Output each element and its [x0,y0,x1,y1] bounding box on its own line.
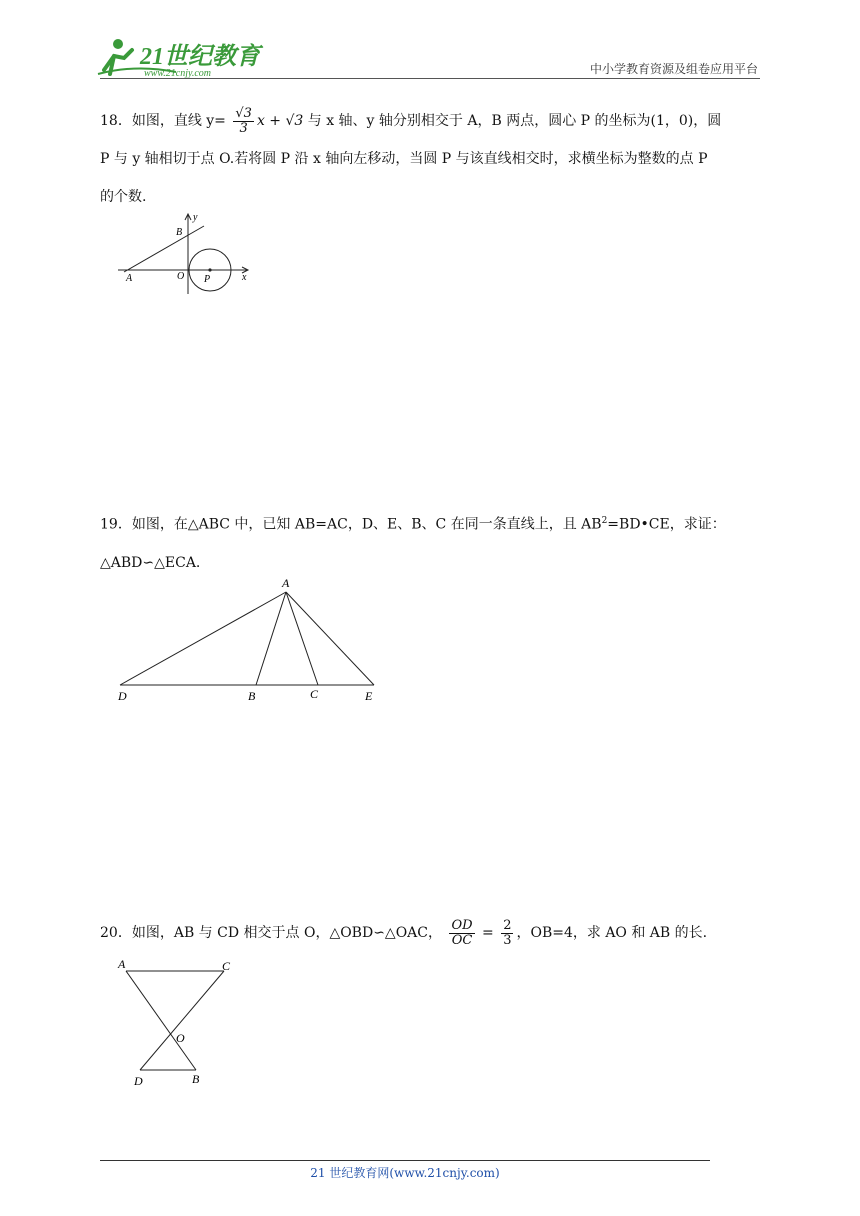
runner-logo-icon [96,34,266,82]
question-20 [100,914,770,952]
q18-line3: 的个数. [100,189,147,205]
q19-line1 [100,502,770,544]
q20-figure [112,954,242,1090]
q18-frac-den: 3 [239,120,248,136]
q19-text-1: 如图，在△ABC 中，已知 AB=AC，D、E、B、C 在同一条直线上，且 AB [131,516,602,533]
segment-ab [126,971,196,1070]
label-x: x [242,272,247,283]
label-e: E [365,689,373,703]
platform-name: 中小学教育资源及组卷应用平台 [589,62,758,76]
q18-number: 18． [100,113,132,129]
logo-subtext: www.21cnjy.com [144,68,212,79]
label-d: D [118,689,127,703]
label-b: B [248,689,256,703]
q18-fraction [233,107,254,136]
label-d: D [134,1074,143,1088]
label-a: A [282,576,290,590]
label-c: C [310,687,319,701]
q20-frac-num: OD [451,917,473,933]
label-b: B [176,227,183,238]
q19-superscript: 2 [601,516,608,526]
label-c: C [222,959,231,973]
q20-frac2-den: 3 [503,932,512,948]
q18-line2: P 与 y 轴相切于点 O.若将圆 P 沿 x 轴向左移动，当圆 P 与该直线相交时，求横坐标为整数的点 P [100,151,708,167]
segment-ac [286,592,318,685]
q19-line2: △ABD∽△ECA. [100,554,201,571]
question-18 [100,102,770,216]
q20-frac2-num: 2 [503,917,512,933]
label-y: y [193,212,198,223]
q18-text-2: 与 x 轴、y 轴分别相交于 A，B 两点，圆心 P 的坐标为(1，0)，圆 [307,113,722,129]
header-divider [100,78,760,79]
footer-link[interactable]: 21 世纪教育网(www.21cnjy.com) [310,1166,500,1180]
center-p-dot [208,268,211,271]
label-o: O [177,271,185,282]
label-p: P [204,274,211,285]
label-b: B [192,1072,200,1086]
q19-number: 19． [100,516,132,533]
q19-figure [110,574,390,706]
q20-frac-den: OC [451,932,473,948]
q20-equals: = [482,925,494,941]
q18-line1 [100,102,770,140]
q18-text-1: 如图，直线 y= [131,113,226,129]
q19-text-2: =BD•CE，求证： [607,516,726,533]
label-a: A [126,273,133,284]
q18-figure [110,208,260,300]
label-a: A [118,957,126,971]
q20-fraction-od-oc [449,919,474,948]
q18-frac-num: √3 [235,105,252,121]
question-19 [100,502,770,582]
q20-text-1: 如图，AB 与 CD 相交于点 O，△OBD∽△OAC， [131,925,442,941]
segment-ad [120,592,286,685]
label-o: O [176,1031,185,1045]
footer-divider [100,1160,710,1161]
segment-ae [286,592,374,685]
q20-fraction-2-3 [501,919,513,948]
q18-formula-tail: x + √3 [256,113,304,129]
line-ab [124,226,204,272]
site-logo [96,34,266,82]
segment-cd [140,971,224,1070]
logo-text: 21世纪教育 [140,44,260,70]
q20-text-2: ，OB=4，求 AO 和 AB 的长. [516,925,708,941]
q20-line1 [100,914,770,952]
q20-number: 20． [100,925,132,941]
